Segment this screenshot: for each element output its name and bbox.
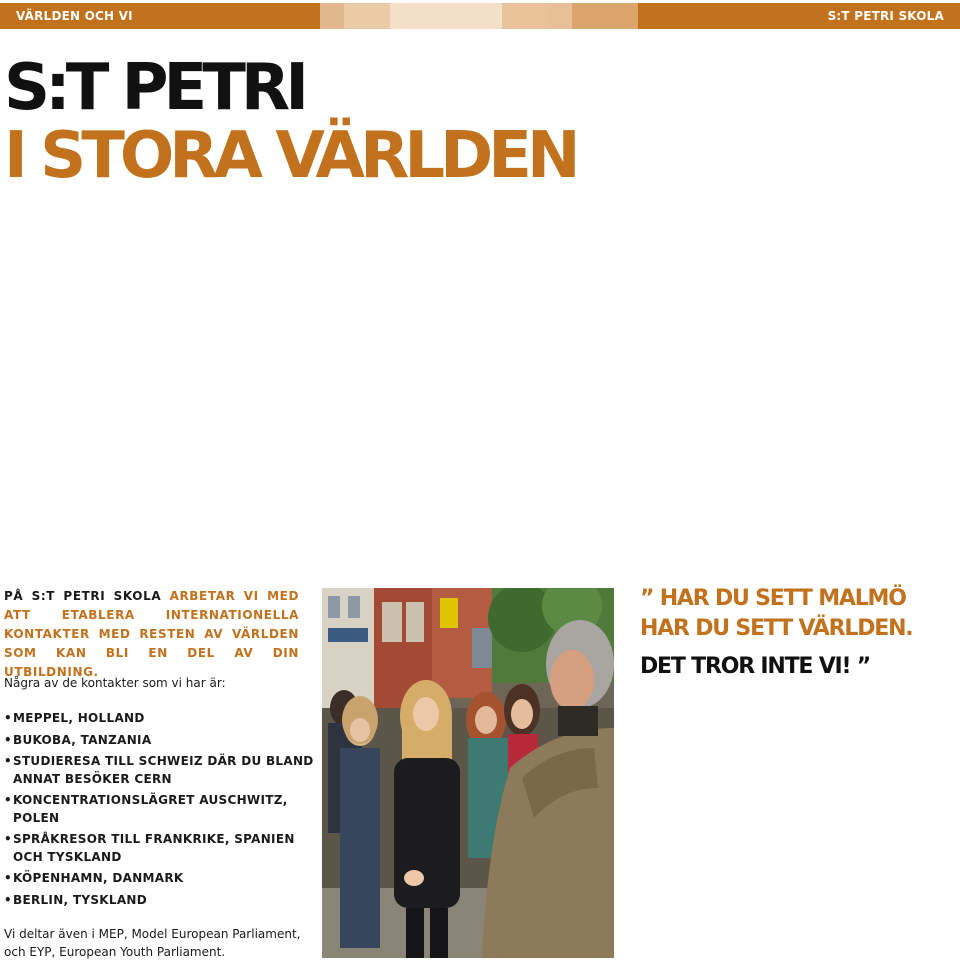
school-label: S:T PETRI SKOLA (827, 9, 944, 23)
students-photo (322, 588, 614, 958)
list-item (4, 710, 314, 728)
list-item-text: MEPPEL, HOLLAND (13, 711, 145, 725)
intro-lead: PÅ S:T PETRI SKOLA (4, 589, 162, 603)
header-bar-segment (390, 3, 502, 29)
list-item (4, 732, 314, 750)
header-bar-segment (344, 3, 390, 29)
page-title-line2: I STORA VÄRLDEN (4, 119, 576, 193)
contacts-list (4, 710, 314, 913)
header-bar-segment (320, 3, 344, 29)
list-item-text: BUKOBA, TANZANIA (13, 732, 152, 747)
bullet-icon: • (4, 754, 12, 768)
page-title-line1: S:T PETRI (4, 51, 304, 125)
list-item-text: KONCENTRATIONSLÄGRET AUSCHWITZ, POLEN (13, 793, 288, 825)
quote-line1: ” HAR DU SETT MALMÖ (640, 586, 906, 611)
list-item-text: SPRÅKRESOR TILL FRANKRIKE, SPANIEN OCH TYSKLAND (13, 832, 295, 864)
pull-quote (640, 584, 950, 682)
list-item (4, 753, 314, 788)
list-item-text: STUDIERESA TILL SCHWEIZ DÄR DU BLAND ANNAT BESÖKER CERN (13, 754, 314, 786)
header-bar-segment (502, 3, 548, 29)
students-photo-illustration (322, 588, 614, 958)
bullet-icon: • (4, 711, 12, 725)
header-bar (0, 3, 960, 29)
bullet-icon: • (4, 732, 12, 747)
bullet-icon: • (4, 892, 12, 907)
bullet-icon: • (4, 832, 12, 846)
contacts-lead: Några av de kontakter som vi har är: (4, 676, 226, 690)
bullet-icon: • (4, 871, 12, 885)
section-label: VÄRLDEN OCH VI (16, 9, 133, 23)
list-item-text: BERLIN, TYSKLAND (13, 892, 148, 907)
intro-paragraph (4, 587, 299, 682)
list-item (4, 892, 314, 910)
footer-note: Vi deltar även i MEP, Model European Parliament, och EYP, European Youth Parliament. (4, 927, 301, 959)
header-bar-segment (548, 3, 572, 29)
list-item (4, 792, 314, 827)
quote-line2: HAR DU SETT VÄRLDEN. (640, 616, 913, 641)
intro-body: ARBETAR VI MED ATT ETABLERA INTERNATIONELLA KONTAKTER MED RESTEN AV VÄRLDEN SOM KAN BLI EN DEL AV DIN UTBILDNING. (4, 589, 299, 679)
list-item (4, 870, 314, 888)
header-bar-segment (572, 3, 638, 29)
list-item-text: KÖPENHAMN, DANMARK (13, 871, 184, 885)
quote-line3: DET TROR INTE VI! ” (640, 654, 871, 679)
list-item (4, 831, 314, 866)
bullet-icon: • (4, 793, 12, 807)
